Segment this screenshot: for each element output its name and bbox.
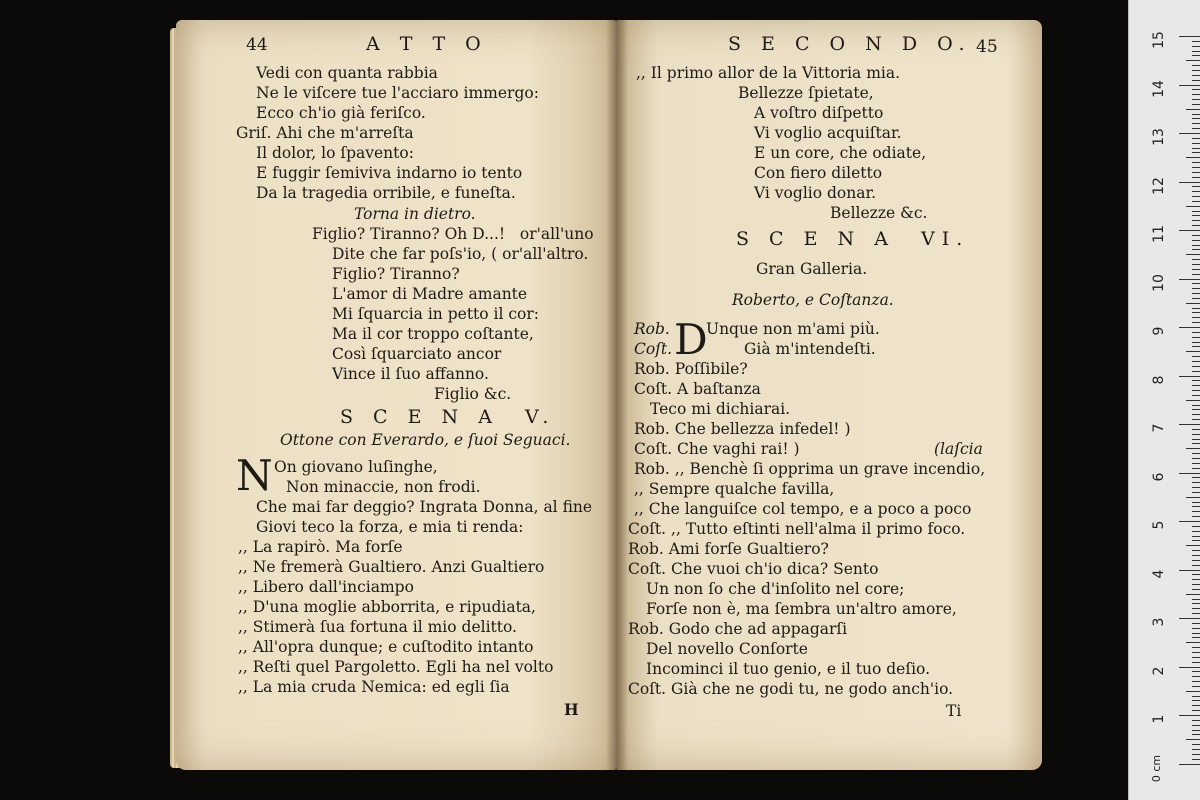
ruler-tick: [1192, 482, 1200, 483]
text-line: ,, Libero dall'inciampo: [238, 578, 414, 596]
ruler-tick: [1192, 439, 1200, 440]
ruler-tick: [1192, 414, 1200, 415]
measurement-ruler: [1128, 0, 1200, 800]
ruler-tick: [1192, 138, 1200, 139]
ruler-number: 6: [1151, 472, 1167, 481]
ruler-tick: [1192, 540, 1200, 541]
text-line: ,, Stimerà ſua fortuna il mio delitto.: [238, 618, 517, 636]
running-head-right: S E C O N D O.: [728, 33, 972, 55]
text-line: Rob. Che bellezza infedel! ): [634, 420, 851, 438]
ruler-tick: [1192, 196, 1200, 197]
ruler-tick: [1192, 550, 1200, 551]
ruler-tick: [1192, 657, 1200, 658]
ruler-tick: [1179, 327, 1200, 328]
ruler-tick: [1192, 298, 1200, 299]
text-line: E fuggir ſemiviva indarno io tento: [256, 164, 523, 182]
ruler-tick: [1186, 351, 1200, 352]
ruler-tick: [1192, 603, 1200, 604]
ruler-tick: [1192, 70, 1200, 71]
text-line: Già m'intendeſti.: [744, 340, 876, 358]
ruler-tick: [1192, 705, 1200, 706]
drop-cap: N: [236, 451, 273, 500]
ruler-tick: [1192, 177, 1200, 178]
text-line: Mi ſquarcia in petto il cor:: [332, 305, 540, 323]
ruler-number: 1: [1151, 714, 1167, 724]
ruler-tick: [1192, 235, 1200, 236]
ruler-tick: [1186, 545, 1200, 546]
text-line: Unque non m'ami più.: [706, 320, 880, 338]
ruler-tick: [1192, 380, 1200, 381]
ruler-tick: [1192, 322, 1200, 323]
scene-location: Gran Galleria.: [756, 260, 868, 278]
ruler-tick: [1192, 749, 1200, 750]
ruler-tick: [1192, 565, 1200, 566]
ruler-tick: [1192, 75, 1200, 76]
text-line: Coſt. A baſtanza: [634, 380, 761, 398]
ruler-tick: [1192, 579, 1200, 580]
ruler-tick: [1186, 448, 1200, 449]
ruler-tick: [1186, 400, 1200, 401]
ruler-number: 4: [1151, 569, 1167, 578]
ruler-tick: [1192, 584, 1200, 585]
book-gutter: [606, 20, 628, 770]
ruler-tick: [1179, 667, 1200, 668]
ruler-tick: [1186, 691, 1200, 692]
ruler-tick: [1179, 182, 1200, 183]
ruler-tick: [1192, 167, 1200, 168]
ruler-tick: [1192, 589, 1200, 590]
ruler-tick: [1192, 152, 1200, 153]
ruler-tick: [1192, 453, 1200, 454]
ruler-tick: [1192, 574, 1200, 575]
ruler-tick: [1179, 570, 1200, 571]
ruler-tick: [1179, 764, 1200, 765]
ruler-tick: [1192, 215, 1200, 216]
ruler-tick: [1192, 191, 1200, 192]
ruler-tick: [1192, 89, 1200, 90]
ruler-tick: [1192, 730, 1200, 731]
text-line: L'amor di Madre amante: [332, 285, 528, 303]
ruler-tick: [1192, 652, 1200, 653]
ruler-tick: [1192, 283, 1200, 284]
ruler-tick: [1192, 249, 1200, 250]
text-line: ,, D'una moglie abborrita, e ripudiata,: [238, 598, 536, 616]
text-line: E un core, che odiate,: [754, 144, 927, 162]
ruler-tick: [1186, 594, 1200, 595]
ruler-tick: [1179, 279, 1200, 280]
ruler-tick: [1192, 676, 1200, 677]
signature-mark: H: [564, 700, 579, 719]
ruler-tick: [1186, 109, 1200, 110]
text-line: ,, All'opra dunque; e cuſtodito intanto: [238, 638, 534, 656]
speaker-label: Coſt.: [634, 340, 673, 358]
right-page: [616, 20, 1042, 770]
ruler-tick: [1192, 633, 1200, 634]
open-book: [176, 20, 1042, 776]
page-number-left: 44: [246, 35, 268, 55]
ruler-tick: [1192, 720, 1200, 721]
text-line: Vedi con quanta rabbia: [256, 64, 438, 82]
ruler-tick: [1192, 366, 1200, 367]
ruler-tick: [1192, 662, 1200, 663]
ruler-tick: [1192, 99, 1200, 100]
ruler-tick: [1186, 642, 1200, 643]
ruler-tick: [1192, 346, 1200, 347]
ruler-tick: [1192, 487, 1200, 488]
ruler-tick: [1192, 65, 1200, 66]
ruler-tick: [1192, 560, 1200, 561]
ruler-number: 8: [1151, 375, 1167, 384]
text-line: Coſt. Che vaghi rai! ): [634, 440, 800, 458]
ruler-tick: [1186, 303, 1200, 304]
text-line: Dite che far poſs'io, ( or'all'altro.: [332, 245, 589, 263]
ruler-tick: [1192, 361, 1200, 362]
ruler-number: 7: [1151, 423, 1167, 433]
ruler-tick: [1192, 80, 1200, 81]
ruler-tick: [1192, 385, 1200, 386]
ruler-tick: [1192, 468, 1200, 469]
ruler-tick: [1192, 274, 1200, 275]
ruler-tick: [1192, 477, 1200, 478]
text-line: ,, La rapirò. Ma forſe: [238, 538, 403, 556]
ruler-tick: [1192, 759, 1200, 760]
text-line: On giovano luſinghe,: [274, 458, 438, 476]
text-line: Incominci il tuo genio, e il tuo deſio.: [646, 660, 931, 678]
text-line: ,, Sempre qualche favilla,: [634, 480, 835, 498]
text-line: Con fiero diletto: [754, 164, 883, 182]
running-head-left: A T T O: [366, 33, 488, 55]
ruler-tick: [1192, 288, 1200, 289]
text-line: Rob. ,, Benchè ſi opprima un grave incendio,: [634, 460, 986, 478]
ruler-tick: [1192, 506, 1200, 507]
ruler-tick: [1192, 118, 1200, 119]
ruler-tick: [1192, 725, 1200, 726]
ruler-number: 9: [1151, 326, 1167, 336]
text-line: Coſt. ,, Tutto eſtinti nell'alma il primo foco.: [628, 520, 966, 538]
ruler-tick: [1192, 526, 1200, 527]
ruler-tick: [1192, 371, 1200, 372]
ruler-tick: [1186, 206, 1200, 207]
ruler-tick: [1192, 637, 1200, 638]
ruler-tick: [1192, 696, 1200, 697]
text-line: Un non ſo che d'inſolito nel core;: [646, 580, 905, 598]
text-line: Teco mi dichiarai.: [650, 400, 791, 418]
ruler-tick: [1192, 46, 1200, 47]
text-line: Vi voglio acquiſtar.: [754, 124, 902, 142]
ruler-tick: [1192, 225, 1200, 226]
ruler-tick: [1192, 628, 1200, 629]
ruler-tick: [1179, 424, 1200, 425]
text-line: Coſt. Già che ne godi tu, ne godo anch'io.: [628, 680, 954, 698]
ruler-tick: [1192, 516, 1200, 517]
ruler-tick: [1192, 623, 1200, 624]
ruler-tick: [1192, 342, 1200, 343]
ruler-tick: [1179, 230, 1200, 231]
ruler-tick: [1192, 647, 1200, 648]
ruler-tick: [1192, 531, 1200, 532]
ruler-tick: [1192, 114, 1200, 115]
text-line: ,, Ne fremerà Gualtiero. Anzi Gualtiero: [238, 558, 545, 576]
ruler-number: 13: [1151, 128, 1167, 146]
text-line: (laſcia: [934, 440, 983, 458]
stage-direction: Torna in dietro.: [354, 205, 476, 223]
text-line: Bellezze &c.: [830, 204, 928, 222]
ruler-tick: [1192, 317, 1200, 318]
text-line: Griſ. Ahi che m'arreſta: [236, 124, 414, 142]
text-line: Del novello Conſorte: [646, 640, 808, 658]
ruler-tick: [1192, 555, 1200, 556]
ruler-tick: [1192, 55, 1200, 56]
ruler-tick: [1192, 201, 1200, 202]
ruler-tick: [1192, 395, 1200, 396]
ruler-tick: [1179, 36, 1200, 37]
ruler-tick: [1192, 536, 1200, 537]
text-line: Coſt. Che vuoi ch'io dica? Sento: [628, 560, 879, 578]
text-line: Figlio &c.: [434, 385, 512, 403]
ruler-tick: [1192, 613, 1200, 614]
ruler-tick: [1192, 434, 1200, 435]
ruler-tick: [1192, 744, 1200, 745]
catchword: Ti: [946, 702, 962, 720]
text-line: Non minaccie, non frodi.: [286, 478, 481, 496]
text-line: Figlio? Tiranno?: [332, 265, 460, 283]
ruler-tick: [1192, 710, 1200, 711]
ruler-tick: [1192, 51, 1200, 52]
ruler-tick: [1192, 511, 1200, 512]
ruler-tick: [1192, 220, 1200, 221]
ruler-tick: [1179, 521, 1200, 522]
ruler-tick: [1192, 356, 1200, 357]
ruler-tick: [1179, 715, 1200, 716]
ruler-tick: [1192, 240, 1200, 241]
ruler-tick: [1192, 608, 1200, 609]
text-line: ,, Il primo allor de la Vittoria mia.: [636, 64, 901, 82]
ruler-tick: [1192, 104, 1200, 105]
ruler-tick: [1192, 186, 1200, 187]
ruler-number: 15: [1151, 31, 1167, 49]
ruler-tick: [1179, 85, 1200, 86]
text-line: Rob. Poſſibile?: [634, 360, 748, 378]
ruler-tick: [1186, 739, 1200, 740]
ruler-tick: [1192, 128, 1200, 129]
ruler-number: 11: [1151, 225, 1167, 243]
text-line: Giovi teco la forza, e mia ti renda:: [256, 518, 524, 536]
ruler-tick: [1192, 143, 1200, 144]
ruler-tick: [1186, 60, 1200, 61]
drop-cap: D: [674, 315, 708, 364]
text-line: Ecco ch'io già feriſco.: [256, 104, 426, 122]
speaker-label: Rob.: [634, 320, 670, 338]
ruler-tick: [1192, 172, 1200, 173]
ruler-tick: [1192, 293, 1200, 294]
ruler-tick: [1192, 94, 1200, 95]
ruler-tick: [1192, 211, 1200, 212]
ruler-tick: [1179, 473, 1200, 474]
ruler-tick: [1192, 269, 1200, 270]
text-line: Ne le viſcere tue l'acciaro immergo:: [256, 84, 539, 102]
ruler-tick: [1192, 409, 1200, 410]
ruler-tick: [1192, 41, 1200, 42]
ruler-tick: [1192, 332, 1200, 333]
text-line: Figlio? Tiranno? Oh D...! or'all'uno: [312, 225, 594, 243]
ruler-tick: [1192, 123, 1200, 124]
ruler-tick: [1192, 308, 1200, 309]
text-line: ,, La mia cruda Nemica: ed egli ſia: [238, 678, 510, 696]
ruler-tick: [1186, 254, 1200, 255]
ruler-tick: [1192, 148, 1200, 149]
ruler-tick: [1192, 312, 1200, 313]
ruler-tick: [1192, 443, 1200, 444]
text-line: Vi voglio donar.: [754, 184, 877, 202]
text-line: Ma il cor troppo coſtante,: [332, 325, 534, 343]
ruler-tick: [1179, 376, 1200, 377]
text-line: Così ſquarciato ancor: [332, 345, 502, 363]
ruler-tick: [1186, 497, 1200, 498]
text-line: Rob. Godo che ad appagarſi: [628, 620, 848, 638]
text-line: Da la tragedia orribile, e funeſta.: [256, 184, 516, 202]
ruler-tick: [1192, 681, 1200, 682]
ruler-tick: [1186, 157, 1200, 158]
scene-heading: S C E N A V.: [340, 406, 556, 428]
text-line: Rob. Ami forſe Gualtiero?: [628, 540, 829, 558]
ruler-tick: [1192, 754, 1200, 755]
ruler-number: 10: [1151, 273, 1167, 292]
ruler-tick: [1192, 264, 1200, 265]
ruler-number: 2: [1151, 666, 1167, 675]
ruler-tick: [1192, 492, 1200, 493]
ruler-number: 14: [1151, 79, 1167, 98]
ruler-tick: [1192, 419, 1200, 420]
text-line: ,, Reſti quel Pargoletto. Egli ha nel volto: [238, 658, 554, 676]
text-line: ,, Che languiſce col tempo, e a poco a poco: [634, 500, 972, 518]
ruler-tick: [1192, 429, 1200, 430]
ruler-tick: [1192, 259, 1200, 260]
ruler-tick: [1192, 245, 1200, 246]
scene-characters: Ottone con Everardo, e ſuoi Seguaci.: [280, 431, 571, 449]
ruler-tick: [1192, 390, 1200, 391]
page-number-right: 45: [976, 37, 998, 57]
ruler-tick: [1192, 463, 1200, 464]
ruler-tick: [1192, 458, 1200, 459]
text-line: Bellezze ſpietate,: [738, 84, 874, 102]
ruler-tick: [1179, 618, 1200, 619]
ruler-tick: [1192, 671, 1200, 672]
ruler-number: 3: [1151, 617, 1167, 627]
left-page: [176, 20, 616, 770]
ruler-tick: [1192, 337, 1200, 338]
ruler-tick: [1192, 734, 1200, 735]
ruler-tick: [1192, 162, 1200, 163]
ruler-tick: [1192, 686, 1200, 687]
ruler-tick: [1192, 405, 1200, 406]
scene-heading: S C E N A VI.: [736, 228, 970, 250]
ruler-tick: [1192, 599, 1200, 600]
ruler-unit-label: 0 cm: [1150, 754, 1164, 783]
text-line: Che mai far deggio? Ingrata Donna, al fine: [256, 498, 593, 516]
scene-characters: Roberto, e Coſtanza.: [732, 291, 894, 309]
text-line: Forſe non è, ma ſembra un'altro amore,: [646, 600, 957, 618]
ruler-number: 5: [1151, 520, 1167, 530]
ruler-tick: [1179, 133, 1200, 134]
ruler-tick: [1192, 502, 1200, 503]
ruler-number: 12: [1151, 176, 1167, 195]
text-line: Il dolor, lo ſpavento:: [256, 144, 414, 162]
text-line: Vince il ſuo affanno.: [332, 365, 489, 383]
ruler-tick: [1192, 700, 1200, 701]
text-line: A voſtro diſpetto: [754, 104, 884, 122]
